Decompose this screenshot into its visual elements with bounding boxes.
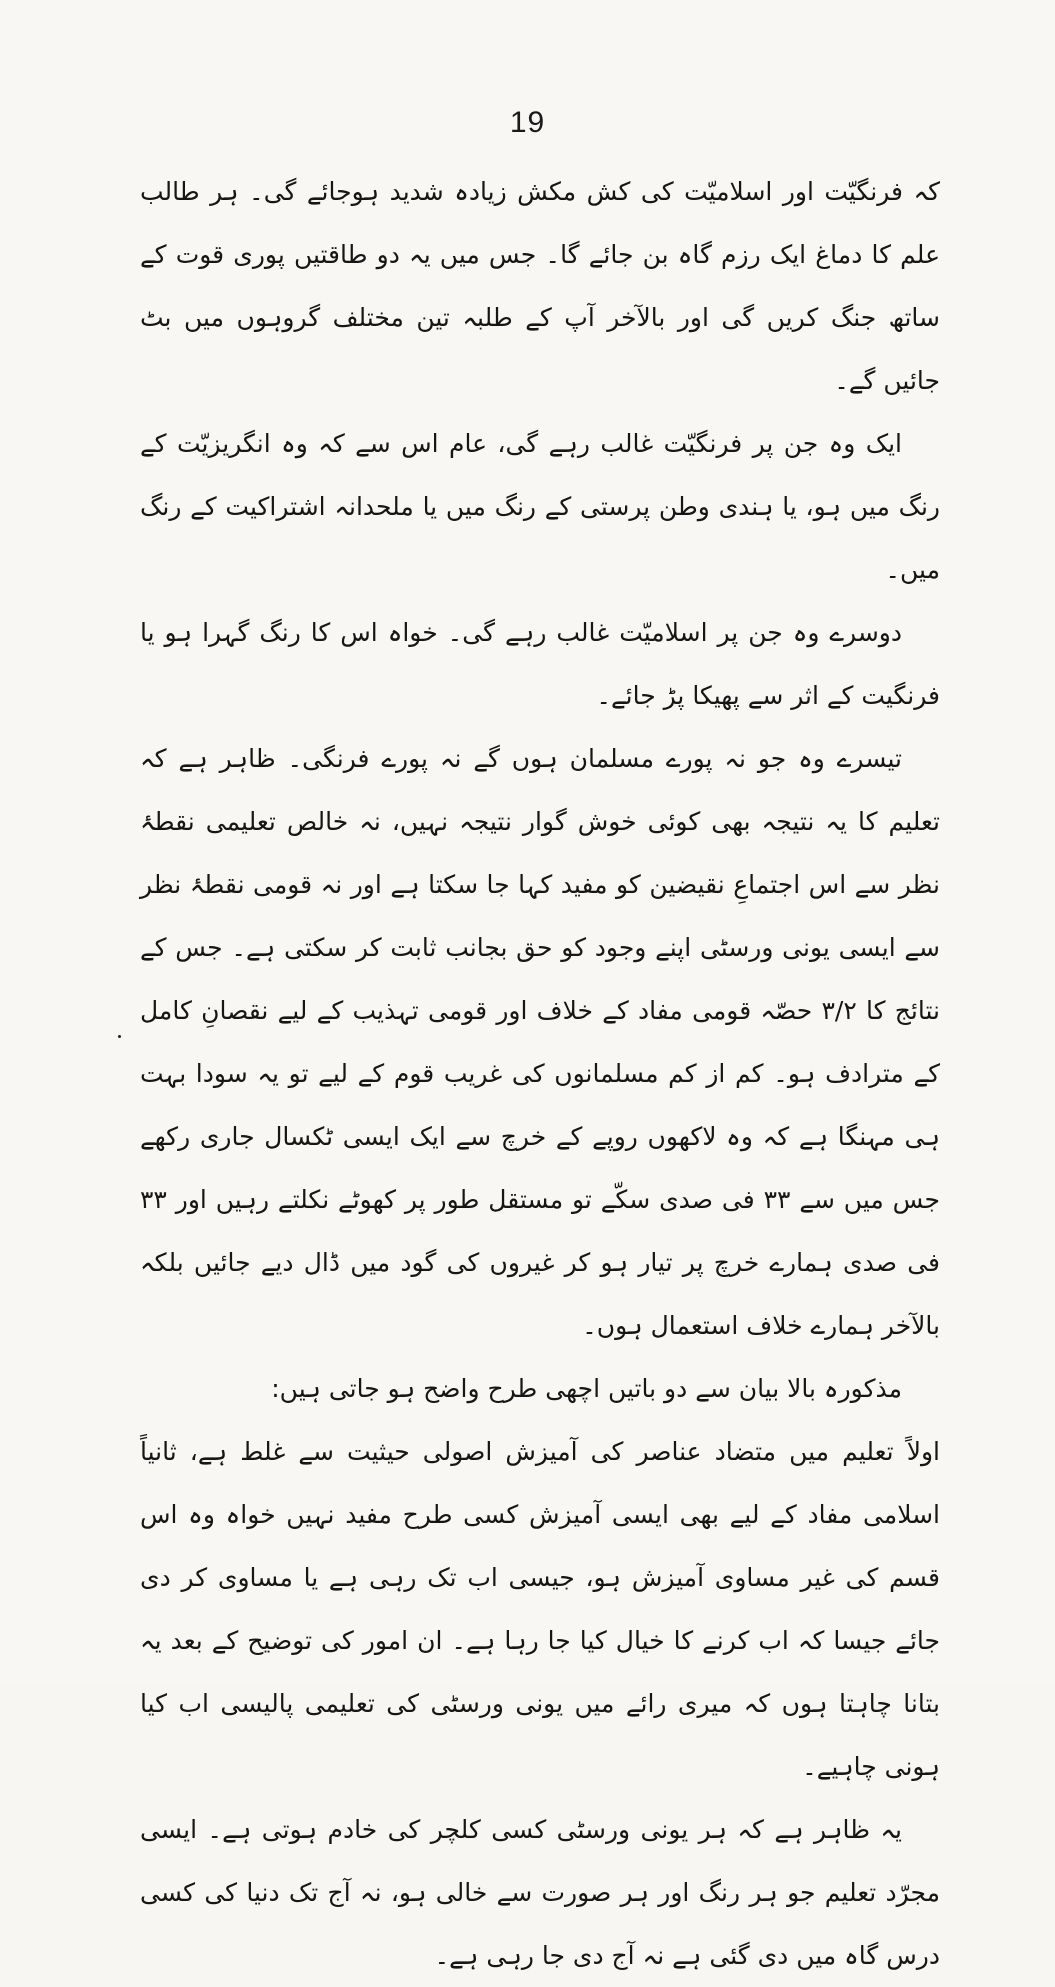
- paragraph-3: دوسرے وہ جن پر اسلامیّت غالب رہے گی۔ خواہ اس کا رنگ گہرا ہو یا فرنگیت کے اثر سے پھیکا پڑ جائے۔: [140, 618, 940, 710]
- print-speck: [118, 1035, 121, 1038]
- paragraph-5: مذکورہ بالا بیان سے دو باتیں اچھی طرح واضح ہو جاتی ہیں:: [271, 1374, 902, 1403]
- paragraph-4: تیسرے وہ جو نہ پورے مسلمان ہوں گے نہ پورے فرنگی۔ ظاہر ہے کہ تعلیم کا یہ نتیجہ بھی کوئی خوش گوار نتیجہ نہیں، نہ خالص تعلیمی نقطۂ نظر سے اس اجتماعِ نقیضین کو مفید کہا جا سکتا ہے اور نہ قومی نقطۂ نظر سے ایسی یونی ورسٹی اپنے وجود کو حق بجانب ثابت کر سکتی ہے۔ جس کے نتائج کا ۳/۲ حصّہ قومی مفاد کے خلاف اور قومی تہذیب کے لیے نقصانِ کامل کے مترادف ہو۔ کم از کم مسلمانوں کی غریب قوم کے لیے تو یہ سودا بہت ہی مہنگا ہے کہ وہ لاکھوں روپے کے خرچ سے ایک ایسی ٹکسال جاری رکھے جس میں سے ۳۳ فی صدی سکّے تو مستقل طور پر کھوٹے نکلتے رہیں اور ۳۳ فی صدی ہمارے خرچ پر تیار ہو کر غیروں کی گود میں ڈال دیے جائیں بلکہ بالآخر ہمارے خلاف استعمال ہوں۔: [140, 744, 940, 1340]
- paragraph-2: ایک وہ جن پر فرنگیّت غالب رہے گی، عام اس سے کہ وہ انگریزیّت کے رنگ میں ہو، یا ہندی وطن پرستی کے رنگ میں یا ملحدانہ اشتراکیت کے رنگ میں۔: [140, 429, 940, 584]
- paragraph-1: کہ فرنگیّت اور اسلامیّت کی کش مکش زیادہ شدید ہوجائے گی۔ ہر طالب علم کا دماغ ایک رزم گاہ بن جائے گا۔ جس میں یہ دو طاقتیں پوری قوت کے ساتھ جنگ کریں گی اور بالآخر آپ کے طلبہ تین مختلف گروہوں میں بٹ جائیں گے۔: [140, 177, 940, 395]
- body-text: [140, 160, 940, 1987]
- paragraph-6: اولاً تعلیم میں متضاد عناصر کی آمیزش اصولی حیثیت سے غلط ہے، ثانیاً اسلامی مفاد کے لیے بھی ایسی آمیزش کسی طرح مفید نہیں خواہ وہ اس قسم کی غیر مساوی آمیزش ہو، جیسی اب تک رہی ہے یا مساوی کر دی جائے جیسا کہ اب کرنے کا خیال کیا جا رہا ہے۔ ان امور کی توضیح کے بعد یہ بتانا چاہتا ہوں کہ میری رائے میں یونی ورسٹی کی تعلیمی پالیسی اب کیا ہونی چاہیے۔: [140, 1437, 940, 1781]
- page-number: 19: [509, 106, 546, 139]
- paragraph-7: یہ ظاہر ہے کہ ہر یونی ورسٹی کسی کلچر کی خادم ہوتی ہے۔ ایسی مجرّد تعلیم جو ہر رنگ اور ہر صورت سے خالی ہو، نہ آج تک دنیا کی کسی درس گاہ میں دی گئی ہے نہ آج دی جا رہی ہے۔: [140, 1815, 940, 1970]
